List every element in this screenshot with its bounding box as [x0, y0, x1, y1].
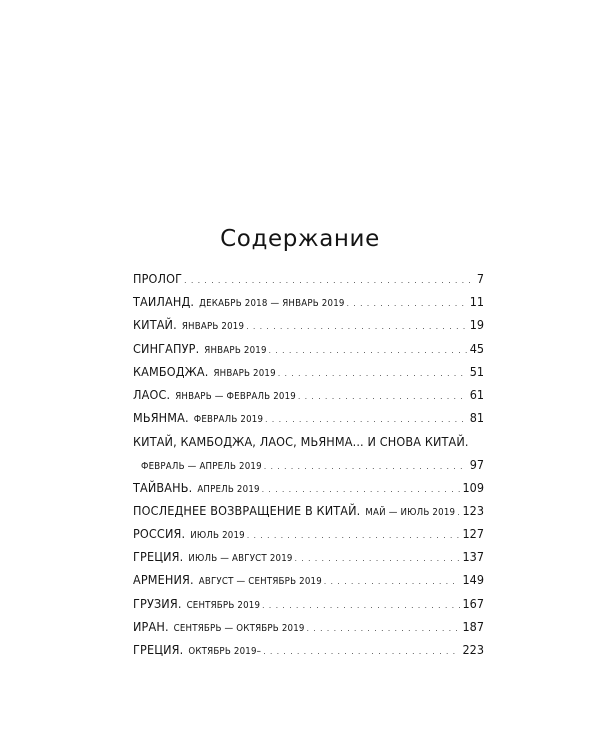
toc-entry	[133, 290, 484, 313]
toc-entry-date: ОКТЯБРЬ 2019–	[188, 646, 262, 657]
dot-leader	[457, 501, 459, 524]
toc-entry-page: 11	[469, 294, 484, 310]
dot-leader	[278, 362, 467, 385]
toc-entry-heading: ТАИЛАНД.	[133, 294, 195, 310]
dot-leader	[262, 478, 460, 501]
toc-entry-heading: ТАЙВАНЬ.	[133, 479, 193, 495]
toc-entry	[133, 615, 484, 638]
toc-entry-page: 61	[469, 386, 484, 402]
toc-entry-heading: ПОСЛЕДНЕЕ ВОЗВРАЩЕНИЕ В КИТАЙ.	[133, 502, 361, 518]
toc-entry-date: АПРЕЛЬ 2019	[197, 483, 260, 495]
toc-entry	[133, 476, 484, 499]
dot-leader	[184, 269, 474, 292]
page-title: Содержание	[220, 226, 380, 252]
toc-entry	[133, 522, 484, 545]
toc-entry-date: ИЮЛЬ 2019	[190, 530, 245, 542]
toc-entry-page: 167	[462, 595, 484, 611]
toc-entry-page: 97	[469, 456, 484, 472]
toc-entry	[133, 267, 484, 290]
toc-entry-page: 45	[469, 340, 484, 356]
toc-entry	[133, 429, 484, 475]
dot-leader	[324, 570, 460, 593]
toc-entry-page: 7	[476, 271, 484, 286]
toc-entry-date: ЯНВАРЬ 2019	[204, 344, 267, 356]
toc-entry-page: 109	[462, 479, 484, 495]
toc-entry-heading: КИТАЙ, КАМБОДЖА, ЛАОС, МЬЯНМА... И СНОВА КИТАЙ.	[133, 434, 469, 450]
toc-entry-date: ФЕВРАЛЬ 2019	[193, 414, 264, 426]
toc-entry-date: СЕНТЯБРЬ — ОКТЯБРЬ 2019	[173, 622, 305, 634]
dot-leader	[247, 524, 460, 547]
toc-entry	[133, 638, 484, 661]
dot-leader	[269, 339, 467, 362]
dot-leader	[264, 455, 467, 478]
table-of-contents	[133, 267, 484, 661]
toc-entry	[133, 360, 484, 383]
toc-entry-date: ЯНВАРЬ 2019	[181, 321, 245, 333]
toc-entry-date: ЯНВАРЬ 2019	[213, 367, 276, 379]
dot-leader	[265, 408, 467, 431]
dot-leader	[307, 617, 460, 640]
toc-entry-heading: РОССИЯ.	[133, 526, 186, 542]
toc-entry-date: СЕНТЯБРЬ 2019	[186, 599, 261, 611]
toc-entry-heading: ИРАН.	[133, 618, 169, 634]
toc-entry-date: ДЕКАБРЬ 2018 — ЯНВАРЬ 2019	[199, 298, 345, 310]
toc-entry-date: ЯНВАРЬ — ФЕВРАЛЬ 2019	[175, 390, 296, 402]
dot-leader	[246, 315, 467, 338]
toc-entry-page: 223	[462, 642, 484, 657]
dot-leader	[298, 385, 467, 408]
toc-entry	[133, 337, 484, 360]
toc-entry-page: 51	[469, 363, 484, 379]
toc-entry	[133, 406, 484, 429]
dot-leader	[262, 594, 459, 617]
toc-entry-heading: МЬЯНМА.	[133, 410, 189, 426]
toc-entry-heading: СИНГАПУР.	[133, 340, 200, 356]
toc-entry-date: ИЮЛЬ — АВГУСТ 2019	[188, 553, 293, 565]
toc-entry-page: 187	[462, 618, 484, 634]
toc-entry	[133, 313, 484, 336]
toc-entry-date: АВГУСТ — СЕНТЯБРЬ 2019	[198, 576, 322, 588]
dot-leader	[295, 547, 460, 570]
toc-entry-page: 127	[462, 526, 484, 542]
toc-entry-page: 123	[462, 502, 484, 518]
toc-entry-page: 149	[462, 572, 484, 588]
toc-entry-page: 81	[469, 410, 484, 426]
toc-entry-date: ФЕВРАЛЬ — АПРЕЛЬ 2019	[141, 460, 262, 472]
toc-entry	[133, 592, 484, 615]
toc-entry-date: МАЙ — ИЮЛЬ 2019	[365, 506, 456, 518]
toc-entry-heading: ГРЕЦИЯ.	[133, 642, 184, 657]
toc-entry-heading: ГРЕЦИЯ.	[133, 549, 184, 565]
toc-entry	[133, 545, 484, 568]
toc-entry	[133, 383, 484, 406]
toc-entry-page: 137	[462, 549, 484, 565]
toc-entry	[133, 568, 484, 591]
toc-entry-heading: ПРОЛОГ	[133, 271, 183, 286]
toc-entry-heading: ЛАОС.	[133, 386, 171, 402]
toc-entry-heading: ГРУЗИЯ.	[133, 595, 182, 611]
dot-leader	[263, 640, 459, 663]
toc-entry	[133, 499, 484, 522]
toc-entry-heading: КАМБОДЖА.	[133, 363, 209, 379]
toc-entry-page: 19	[469, 317, 484, 333]
toc-entry-heading: КИТАЙ.	[133, 317, 177, 333]
dot-leader	[347, 292, 467, 315]
toc-entry-heading: АРМЕНИЯ.	[133, 572, 194, 588]
